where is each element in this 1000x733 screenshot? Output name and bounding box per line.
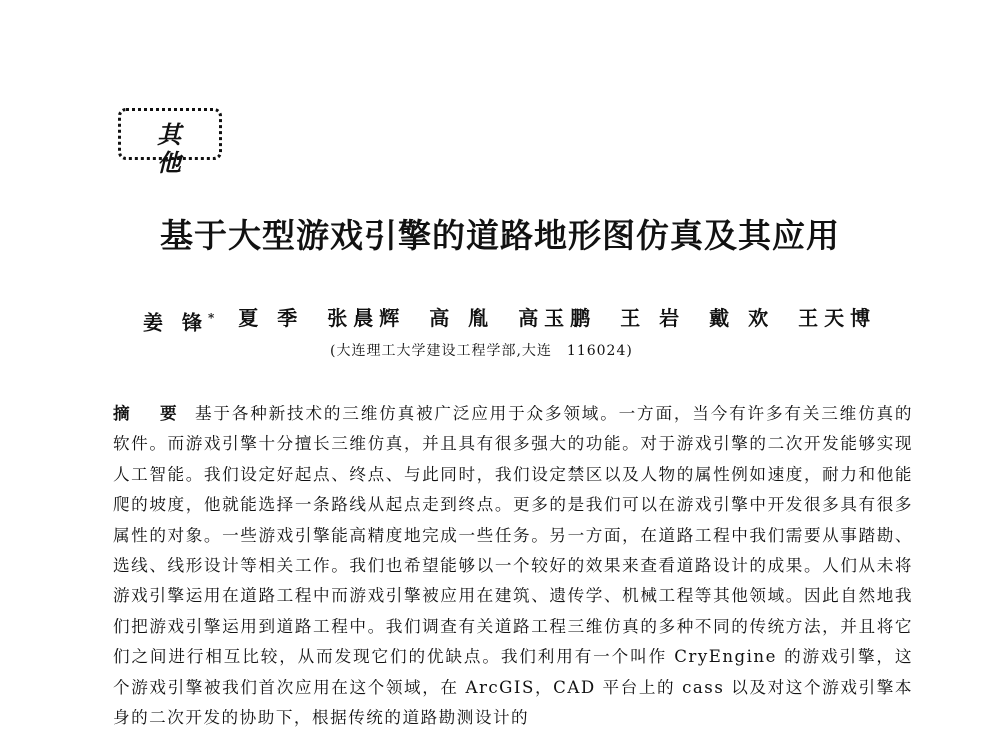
abstract bbox=[113, 398, 913, 733]
abstract-text: 基于各种新技术的三维仿真被广泛应用于众多领域。一方面，当今有许多有关三维仿真的软件。而游戏引擎十分擅长三维仿真，并且具有很多强大的功能。对于游戏引擎的二次开发能够实现人工智能。我们设定好起点、终点、与此同时，我们设定禁区以及人物的属性例如速度，耐力和他能爬的坡度，他就能选择一条路线从起点走到终点。更多的是我们可以在游戏引擎中开发很多具有很多属性的对象。一些游戏引擎能高精度地完成一些任务。另一方面，在道路工程中我们需要从事踏勘、选线、线形设计等相关工作。我们也希望能够以一个较好的效果来查看道路设计的成果。人们从未将游戏引擎运用在道路工程中而游戏引擎被应用在建筑、遗传学、机械工程等其他领域。因此自然地我们把游戏引擎运用到道路工程中。我们调查有关道路工程三维仿真的多种不同的传统方法，并且将它们之间进行相互比较，从而发现它们的优缺点。我们利用有一个叫作 CryEngine 的游戏引擎，这个游戏引擎被我们首次应用在这个领域，在 ArcGIS，CAD 平台上的 cass 以及对这个游戏引擎本身的二次开发的协助下，根据传统的道路勘测设计的 bbox=[113, 404, 914, 728]
corresponding-author-mark: * bbox=[207, 311, 215, 325]
author-name: 姜 锋* bbox=[143, 310, 215, 335]
author-name: 王 岩 bbox=[620, 306, 686, 330]
author-name: 高玉鹏 bbox=[518, 306, 597, 330]
author-name: 王天博 bbox=[798, 306, 877, 330]
affiliation: (大连理工大学建设工程学部,大连 116024) bbox=[330, 343, 633, 359]
section-label: 其 他 bbox=[157, 120, 203, 177]
author-list bbox=[143, 304, 903, 337]
author-name: 夏 季 bbox=[238, 306, 304, 330]
author-name: 张晨辉 bbox=[327, 306, 406, 330]
section-label-box bbox=[118, 108, 222, 177]
author-name: 高 胤 bbox=[429, 306, 495, 330]
paper-title: 基于大型游戏引擎的道路地形图仿真及其应用 bbox=[160, 216, 840, 255]
abstract-label: 摘 要 bbox=[113, 403, 189, 423]
author-name: 戴 欢 bbox=[709, 306, 775, 330]
